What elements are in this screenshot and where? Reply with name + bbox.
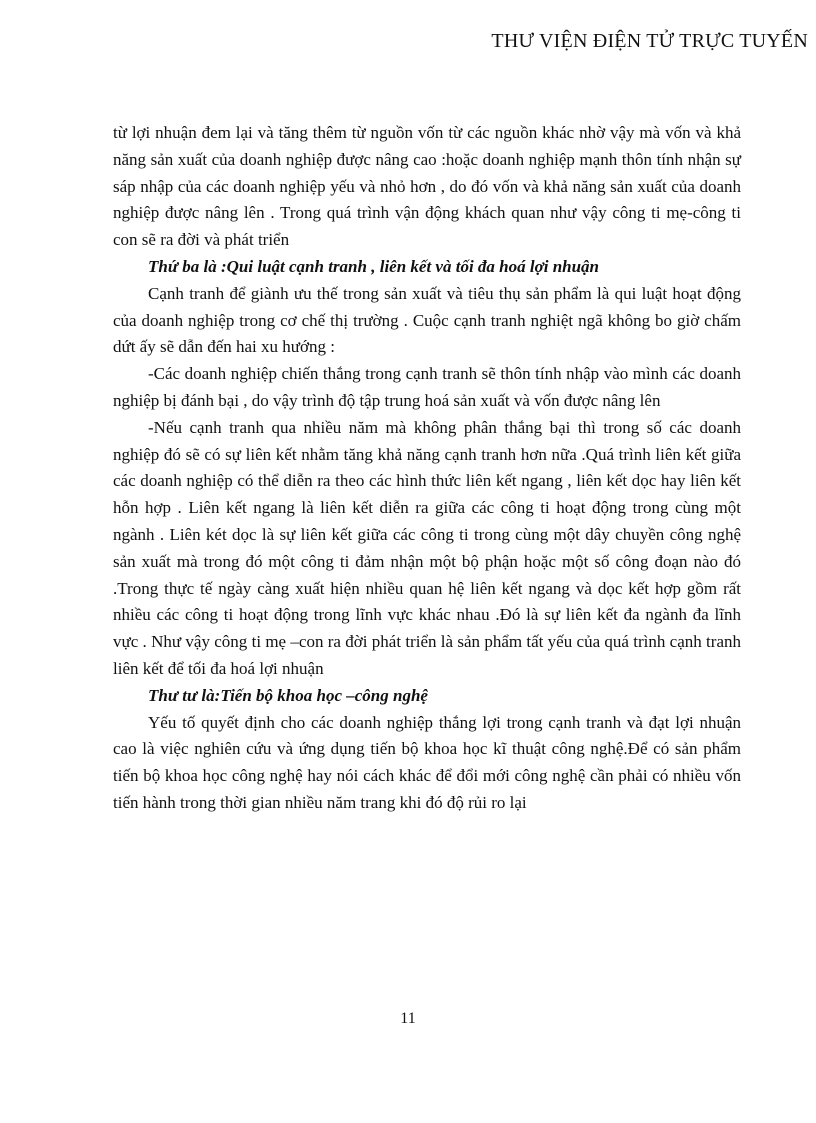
paragraph-competition: Cạnh tranh để giành ưu thế trong sản xuất và tiêu thụ sản phẩm là qui luật hoạt động của doanh nghiệp trong cơ chế thị trường . Cuộc cạnh tranh nghiệt ngã không bo giờ chấm dứt ấy sẽ dẫn đến hai xu hướng : [113, 283, 741, 357]
section-heading-third: Thứ ba là :Qui luật cạnh tranh , liên kết và tối đa hoá lợi nhuận [148, 256, 600, 276]
page-number: 11 [400, 1010, 416, 1027]
section-heading-fourth: Thư tư là:Tiến bộ khoa học –công nghệ [148, 685, 428, 705]
library-header-title: THƯ VIỆN ĐIỆN TỬ TRỰC TUYẾN [491, 30, 808, 52]
paragraph-trend-two: -Nếu cạnh tranh qua nhiều năm mà không phân thắng bại thì trong số các doanh nghiệp đó sẽ có sự liên kết nhằm tăng khả năng cạnh tranh hơn nữa .Quá trình liên kết giữa các doanh nghiệp có thể diễn ra theo các hình thức liên kết ngang , liên kết dọc hay liên kết hỗn hợp . Liên kết ngang là liên kết diễn ra giữa các công ti hoạt động trong cùng một ngành . Liên két dọc là sự liên kết giữa các công ti trong cùng một dây chuyền công nghệ sản xuất mà trong đó một công ti đảm nhận một bộ phận hoặc một số công đoạn nào đó .Trong thực tế ngày càng xuất hiện nhiều quan hệ liên kết ngang và dọc kết hợp gồm rất nhiều các công ti hoạt động trong lĩnh vực khác nhau .Đó là sự liên kết đa ngành đa lĩnh vực . Như vậy công ti mẹ –con ra đời phát triển là sản phẩm tất yếu của quá trình cạnh tranh liên kết để tối đa hoá lợi nhuận [113, 417, 741, 678]
paragraph-trend-one: -Các doanh nghiệp chiến thắng trong cạnh tranh sẽ thôn tính nhập vào mình các doanh nghiệp bị đánh bại , do vậy trình độ tập trung hoá sản xuất và vốn được nâng lên [113, 364, 741, 410]
document-body [113, 120, 741, 817]
paragraph-capital-growth: từ lợi nhuận đem lại và tăng thêm từ nguồn vốn từ các nguồn khác nhờ vậy mà vốn và khả năng sản xuất của doanh nghiệp được nâng cao :hoặc doanh nghiệp mạnh thôn tính nhận sự sáp nhập của các doanh nghiệp yếu và nhỏ hơn , do đó vốn và khả năng sản xuất của doanh nghiệp được nâng lên . Trong quá trình vận động khách quan như vậy công ti mẹ-công ti con sẽ ra đời và phát triển [113, 123, 741, 250]
paragraph-technology: Yếu tố quyết định cho các doanh nghiệp thắng lợi trong cạnh tranh và đạt lợi nhuận cao là việc nghiên cứu và ứng dụng tiến bộ khoa học kĩ thuật công nghệ.Để có sản phẩm tiến bộ khoa học công nghệ hay nói cách khác để đổi mới công nghệ cần phải có nhiều vốn tiến hành trong thời gian nhiều năm trang khi đó độ rủi ro lại [113, 712, 741, 812]
